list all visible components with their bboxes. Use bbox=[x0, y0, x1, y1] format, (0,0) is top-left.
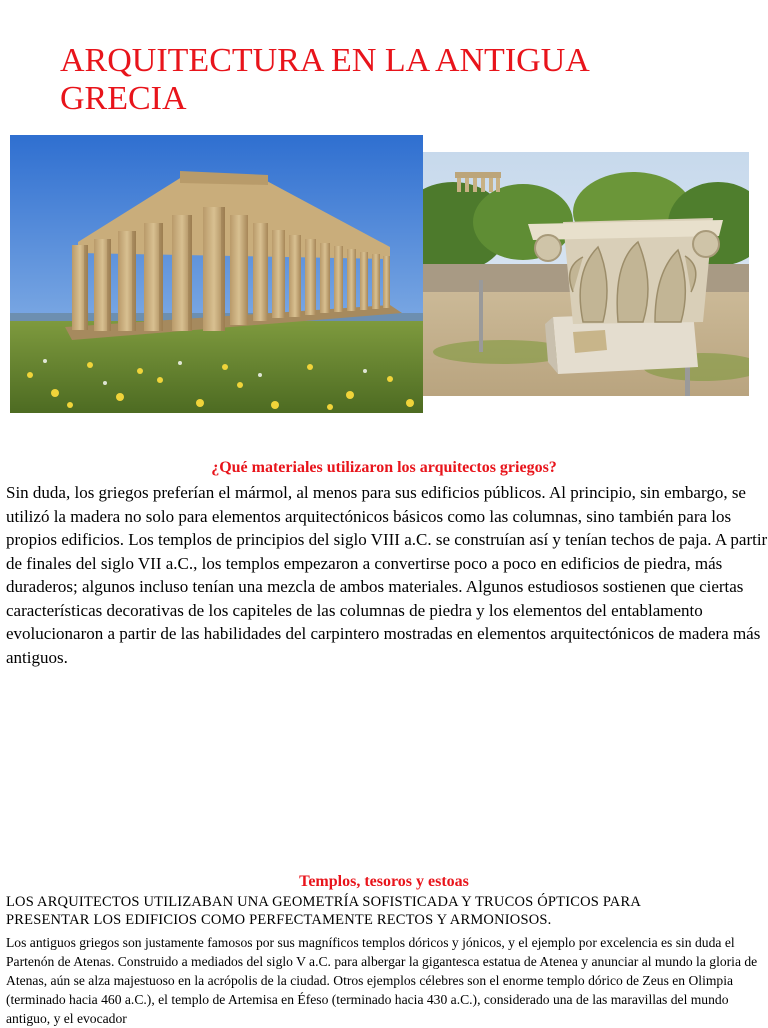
caps-line-1: LOS ARQUITECTOS UTILIZABAN UNA GEOMETRÍA SOFISTICADA Y TRUCOS ÓPTICOS PARA bbox=[6, 894, 642, 910]
caps-subheading bbox=[6, 893, 766, 929]
caps-line-2: PRESENTAR LOS EDIFICIOS COMO PERFECTAMENTE RECTOS Y ARMONIOSOS. bbox=[6, 912, 552, 928]
corinthian-capital-photo bbox=[423, 152, 749, 396]
paragraph-materials: Sin duda, los griegos preferían el mármol, al menos para sus edificios públicos. Al principio, sin embargo, se utilizó la madera no solo para elementos arquitectónicos básicos como las columnas, sino también para los propios edificios. Los templos de principios del siglo VIII a.C. se construían así y tenían techos de paja. A partir de finales del siglo VII a.C., los templos empezaron a convertirse poco a poco en edificios de piedra, más duraderos; algunos incluso tenían una mezcla de ambos materiales. Algunos estudiosos sostienen que ciertas características decorativas de los capiteles de las columnas de piedra y los elementos del entablamento evolucionaron a partir de las habilidades del carpintero mostradas en elementos arquitectónicos de madera más antiguos. bbox=[6, 483, 768, 667]
page-title bbox=[60, 42, 700, 118]
section-heading-materials: ¿Qué materiales utilizaron los arquitectos griegos? bbox=[211, 459, 557, 476]
title-line-1: ARQUITECTURA EN LA ANTIGUA bbox=[60, 42, 590, 79]
title-line-2: GRECIA bbox=[60, 80, 187, 117]
greek-temple-photo bbox=[10, 135, 423, 413]
section-heading-temples: Templos, tesoros y estoas bbox=[299, 873, 469, 890]
paragraph-temples: Los antiguos griegos son justamente famosos por sus magníficos templos dóricos y jónicos, y el ejemplo por excelencia es sin duda el Partenón de Atenas. Construido a mediados del siglo V a.C. para albergar la gigantesca estatua de Atenea y anunciar al mundo la gloria de Atenas, aún se alza majestuoso en la acrópolis de la ciudad. Otros ejemplos célebres son el enorme templo dórico de Zeus en Olimpia (terminado hacia 460 a.C.), el templo de Artemisa en Éfeso (terminado hacia 430 a.C.), considerado una de las maravillas del mundo antiguo, y el evocador bbox=[6, 935, 758, 1026]
